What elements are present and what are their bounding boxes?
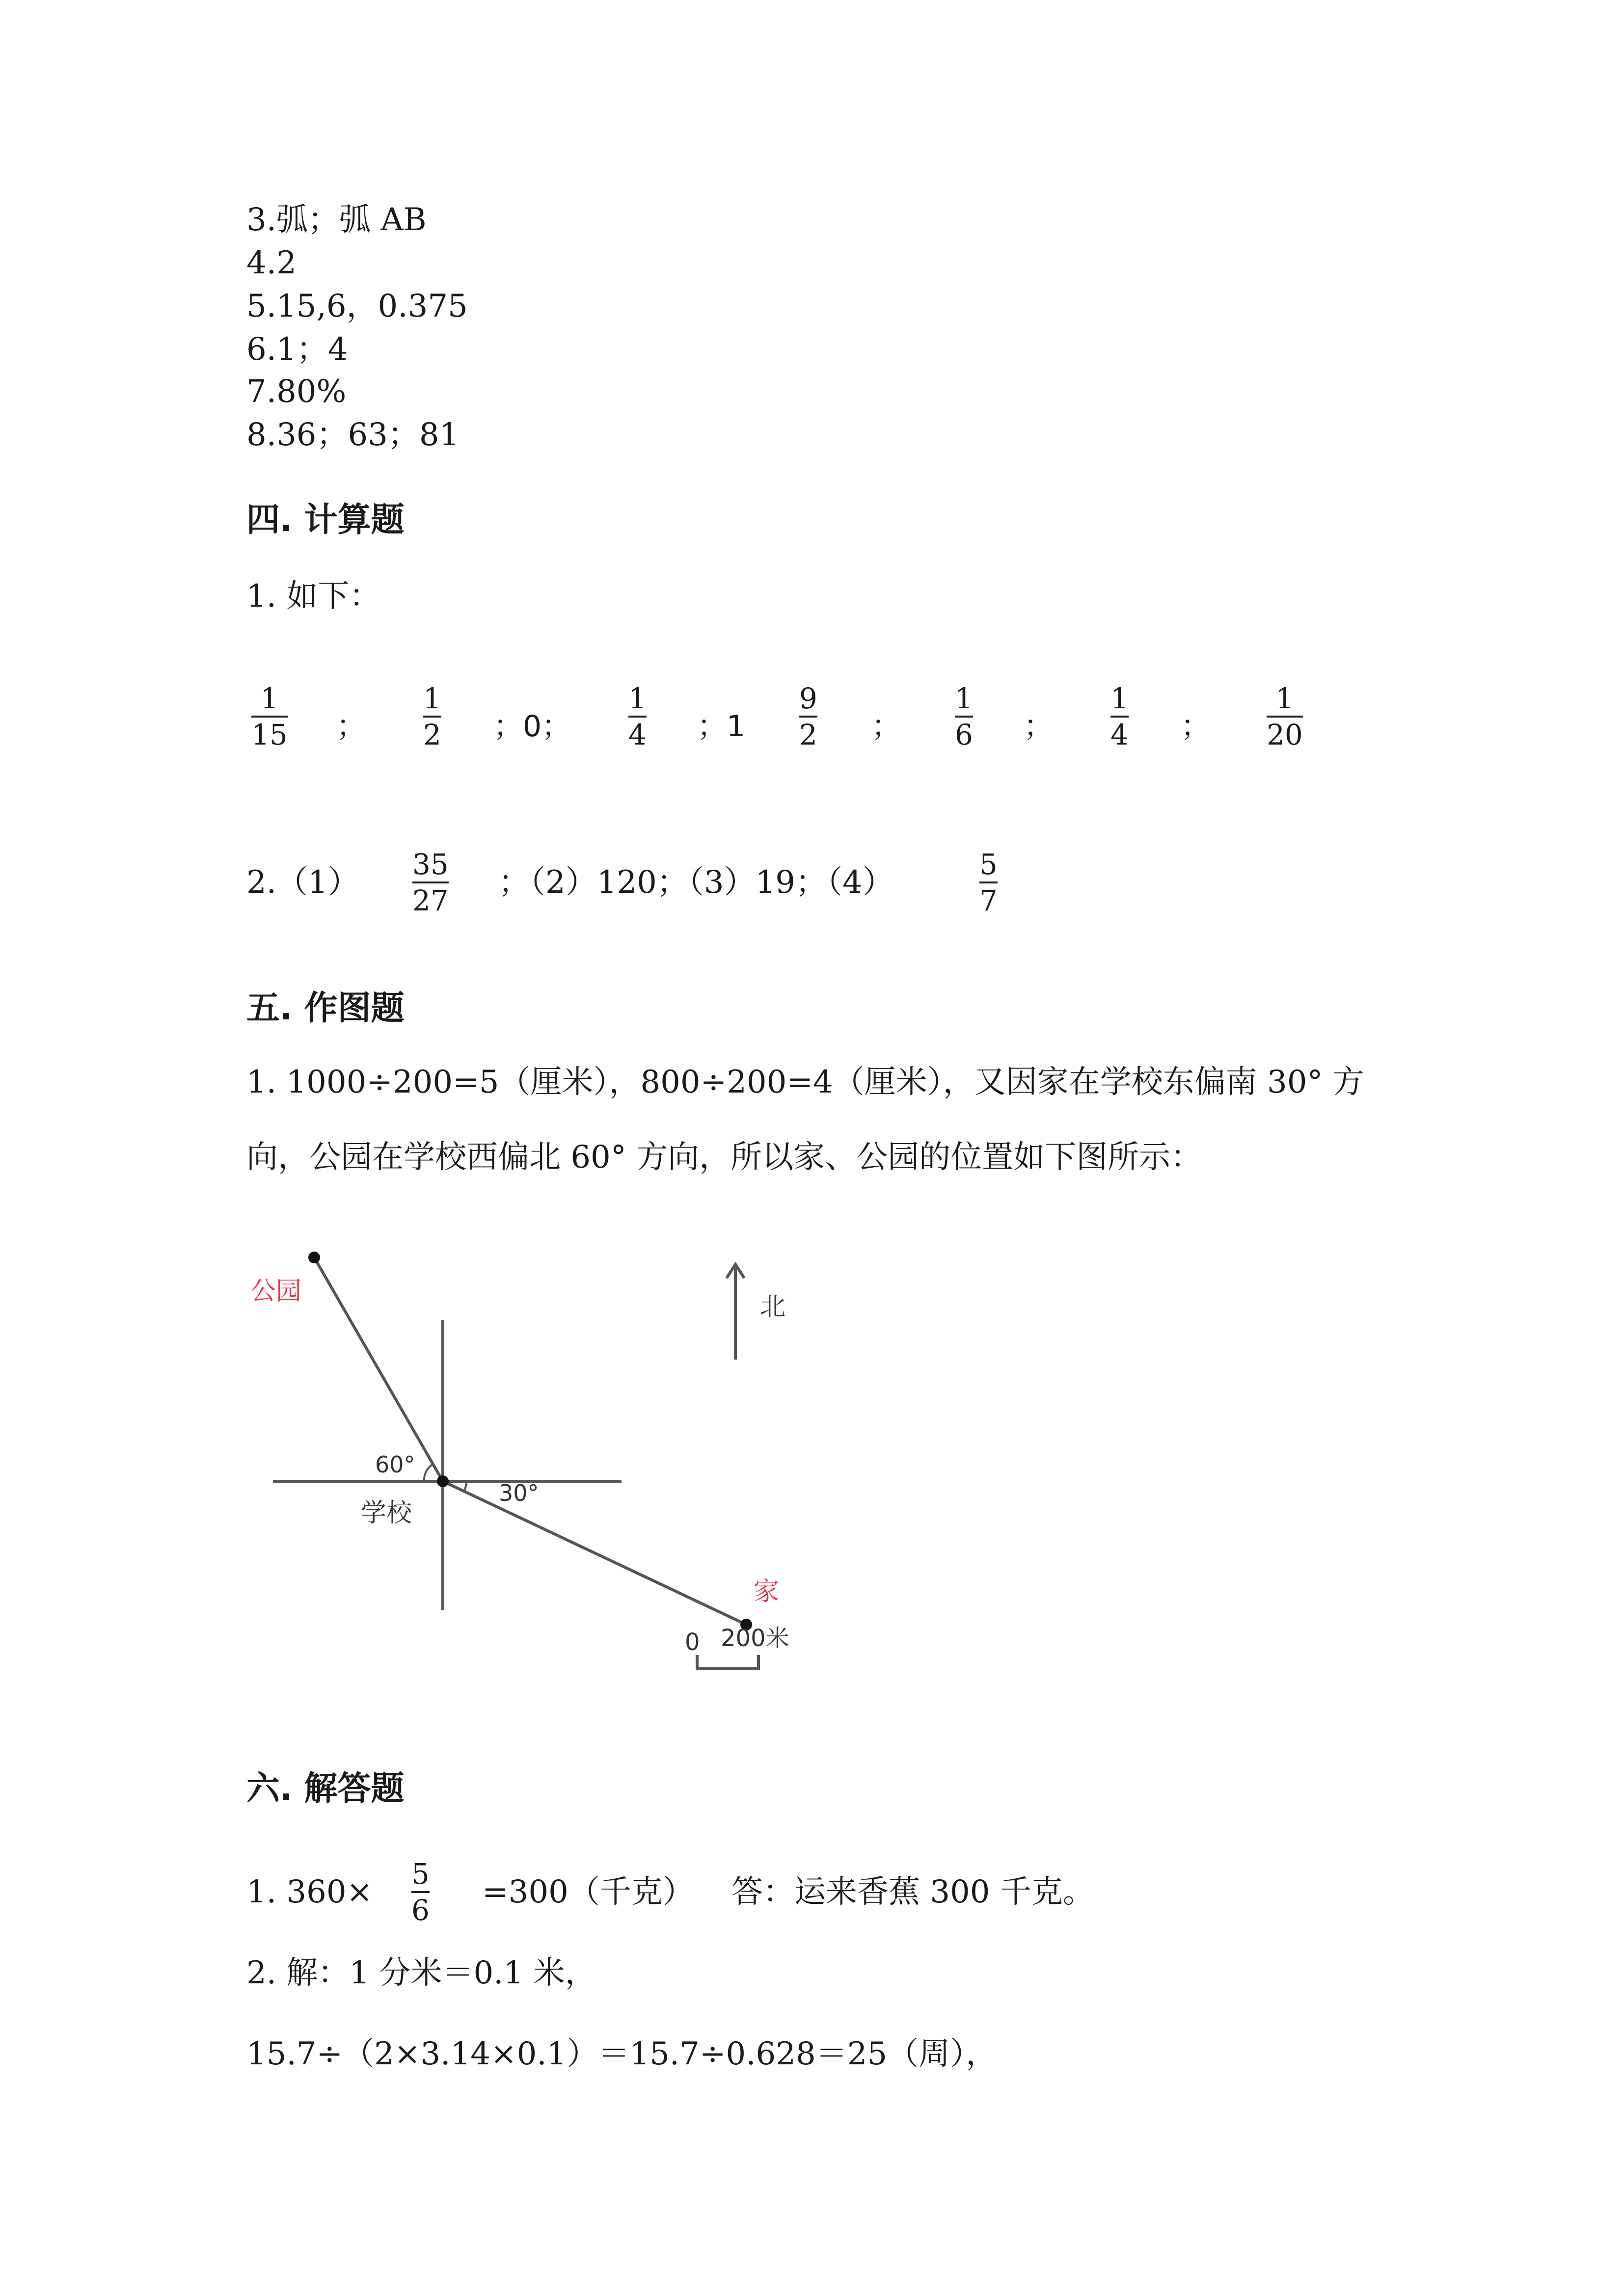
section-6-q1-suffix: =300（千克）	[482, 1874, 694, 1910]
school-home-line	[443, 1481, 746, 1625]
denominator: 27	[412, 884, 449, 917]
numerator: 5	[411, 1857, 430, 1891]
answer-line-3: 3.弧；弧 AB	[246, 202, 427, 238]
fraction-9-2	[799, 682, 817, 751]
denominator: 4	[1110, 718, 1129, 751]
numerator: 5	[979, 848, 998, 881]
answer-line-6: 6.1；4	[246, 331, 348, 368]
section-4-q2-prefix: 2.（1）	[246, 864, 359, 901]
separator: ；	[336, 709, 366, 744]
denominator: 20	[1267, 718, 1303, 751]
numerator: 1	[1110, 682, 1129, 715]
angle-30-label: 30°	[499, 1480, 539, 1506]
numerator: 1	[260, 682, 279, 715]
school-park-line	[314, 1257, 443, 1481]
school-point	[437, 1475, 449, 1487]
denominator: 2	[423, 718, 441, 751]
fraction-5-6	[411, 1858, 430, 1926]
denominator: 15	[251, 718, 288, 751]
separator: ；1	[697, 709, 746, 744]
numerator: 1	[628, 682, 647, 715]
fraction-5-7	[979, 848, 998, 917]
section-6-q1-answer: 答：运来香蕉 300 千克。	[731, 1874, 1094, 1910]
section-5-q1-line2: 向，公园在学校西偏北 60° 方向，所以家、公园的位置如下图所示：	[246, 1139, 1202, 1175]
section-6-q1-prefix: 1. 360×	[246, 1874, 373, 1910]
section-6-q2-line2: 15.7÷（2×3.14×0.1）＝15.7÷0.628＝25（周），	[246, 2036, 998, 2072]
answer-line-5: 5.15,6，0.375	[246, 288, 468, 324]
fraction-1-4	[628, 682, 647, 751]
section-6-title: 六. 解答题	[246, 1769, 405, 1808]
section-6-q2-line1: 2. 解：1 分米＝0.1 米，	[246, 1955, 596, 1991]
answer-line-8: 8.36；63；81	[246, 417, 460, 453]
separator: ；	[871, 709, 901, 744]
numerator: 9	[799, 682, 817, 715]
separator: ；	[1181, 709, 1210, 744]
angle-arc-30	[464, 1481, 466, 1492]
north-label: 北	[760, 1292, 786, 1322]
angle-60-label: 60°	[375, 1451, 415, 1478]
fraction-35-27	[412, 848, 449, 917]
direction-diagram	[236, 1237, 825, 1688]
scale-bar	[697, 1655, 758, 1669]
fraction-1-2	[423, 682, 441, 751]
denominator: 4	[628, 718, 647, 751]
home-label: 家	[754, 1577, 780, 1606]
fraction-1-4-b	[1110, 682, 1129, 751]
numerator: 1	[423, 682, 441, 715]
denominator: 7	[979, 884, 998, 917]
fraction-1-6	[955, 682, 973, 751]
section-4-title: 四. 计算题	[246, 501, 405, 539]
denominator: 2	[799, 718, 817, 751]
park-label: 公园	[250, 1277, 302, 1306]
scale-zero-label: 0	[685, 1629, 700, 1656]
park-point	[308, 1252, 320, 1263]
school-label: 学校	[361, 1498, 412, 1528]
angle-arc-60	[424, 1464, 433, 1481]
fraction-1-20	[1267, 682, 1303, 751]
fraction-1-15	[251, 682, 288, 751]
separator: ；0；	[493, 709, 571, 744]
denominator: 6	[955, 718, 973, 751]
scale-label: 200米	[721, 1625, 789, 1652]
denominator: 6	[411, 1894, 430, 1927]
numerator: 1	[955, 682, 973, 715]
section-4-q1-label: 1. 如下：	[246, 578, 381, 614]
answer-line-4: 4.2	[246, 245, 297, 281]
section-4-q2-middle: ；（2）120；（3）19；（4）	[498, 864, 894, 901]
answer-line-7: 7.80%	[246, 374, 347, 410]
separator: ；	[1024, 709, 1053, 744]
numerator: 1	[1275, 682, 1294, 715]
section-5-q1-line1: 1. 1000÷200=5（厘米），800÷200=4（厘米），又因家在学校东偏南 30° 方	[246, 1064, 1364, 1100]
numerator: 35	[412, 848, 449, 881]
section-5-title: 五. 作图题	[246, 989, 405, 1028]
